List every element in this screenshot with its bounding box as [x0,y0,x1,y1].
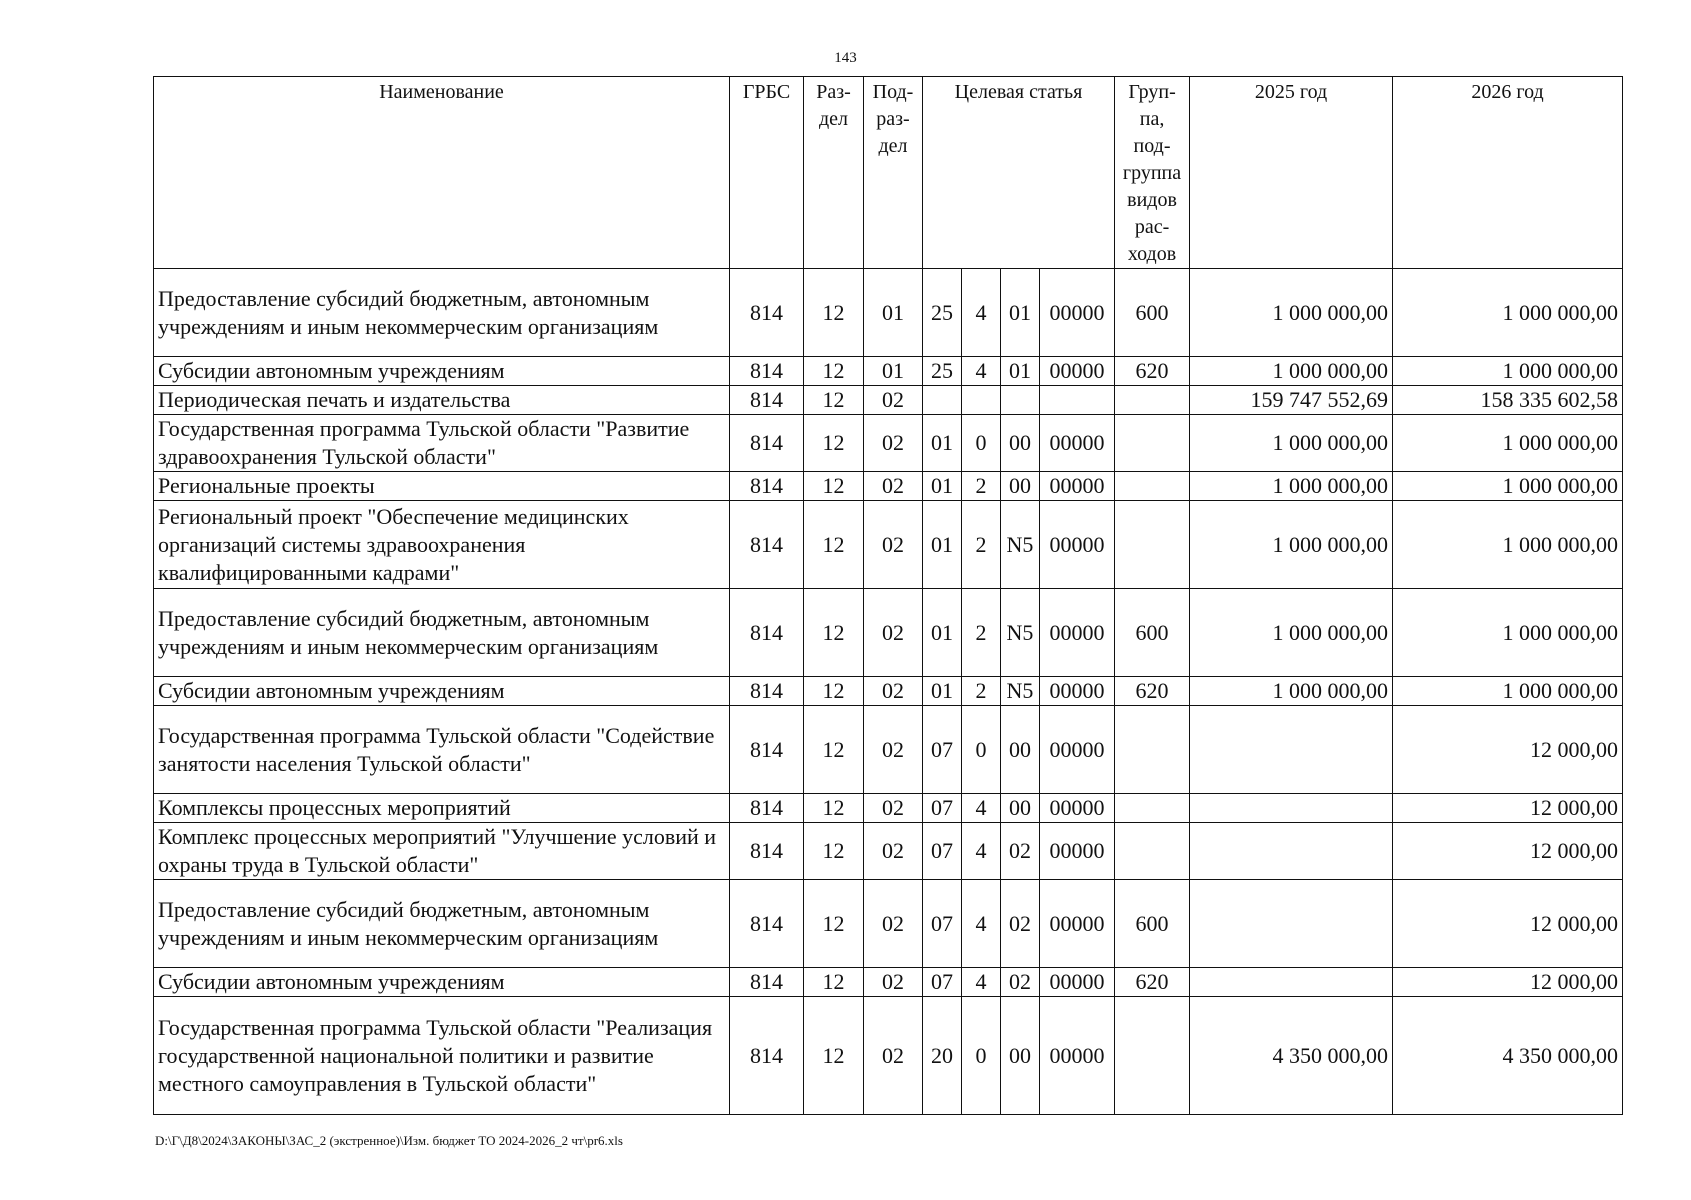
row-target-direction: 00000 [1040,415,1115,472]
row-amount-2026: 12 000,00 [1393,794,1623,823]
row-target-element: 02 [1001,823,1040,880]
row-target-direction: 00000 [1040,472,1115,501]
row-name: Субсидии автономным учреждениям [154,677,730,706]
row-razdel: 12 [804,997,864,1115]
row-target-element: 00 [1001,794,1040,823]
table-row [154,794,1623,823]
row-expense-group [1115,415,1190,472]
row-podrazdel: 02 [864,823,923,880]
row-expense-group [1115,823,1190,880]
row-expense-group: 620 [1115,677,1190,706]
table-row [154,677,1623,706]
row-amount-2025 [1190,794,1393,823]
row-target-direction: 00000 [1040,880,1115,968]
row-expense-group [1115,794,1190,823]
row-target-direction: 00000 [1040,677,1115,706]
row-amount-2025: 1 000 000,00 [1190,677,1393,706]
row-expense-group: 620 [1115,357,1190,386]
row-target-direction: 00000 [1040,968,1115,997]
row-target-program [923,386,962,415]
row-amount-2026: 12 000,00 [1393,706,1623,794]
row-razdel: 12 [804,472,864,501]
row-amount-2025: 1 000 000,00 [1190,357,1393,386]
row-podrazdel: 02 [864,386,923,415]
row-target-direction: 00000 [1040,706,1115,794]
row-razdel: 12 [804,357,864,386]
header-name: Наименование [154,77,730,269]
row-podrazdel: 02 [864,472,923,501]
budget-table [153,76,1623,1115]
row-amount-2026: 1 000 000,00 [1393,269,1623,357]
row-target-program: 01 [923,472,962,501]
table-row [154,269,1623,357]
row-name: Государственная программа Тульской области "Реализация государственной национальной политики и развитие местного самоуправления в Тульской области" [154,997,730,1115]
row-razdel: 12 [804,880,864,968]
header-podrazdel: Под- раз- дел [864,77,923,269]
header-2026: 2026 год [1393,77,1623,269]
row-amount-2025: 1 000 000,00 [1190,501,1393,589]
row-amount-2026: 1 000 000,00 [1393,589,1623,677]
row-target-element [1001,386,1040,415]
row-amount-2025: 159 747 552,69 [1190,386,1393,415]
row-name: Комплексы процессных мероприятий [154,794,730,823]
table-row [154,472,1623,501]
row-target-type: 0 [962,706,1001,794]
row-target-direction: 00000 [1040,997,1115,1115]
row-target-element: 00 [1001,997,1040,1115]
row-target-type: 4 [962,794,1001,823]
row-amount-2025 [1190,706,1393,794]
row-expense-group [1115,706,1190,794]
row-grbs: 814 [730,269,804,357]
row-target-type: 4 [962,823,1001,880]
row-podrazdel: 02 [864,677,923,706]
row-grbs: 814 [730,706,804,794]
table-row [154,823,1623,880]
row-name: Региональные проекты [154,472,730,501]
row-grbs: 814 [730,880,804,968]
row-name: Государственная программа Тульской области "Содействие занятости населения Тульской области" [154,706,730,794]
row-target-element: 00 [1001,415,1040,472]
row-target-type: 0 [962,997,1001,1115]
file-path-footer: D:\Г\Д8\2024\ЗАКОНЫ\ЗАС_2 (экстренное)\Изм. бюджет ТО 2024-2026_2 чт\pr6.xls [155,1133,623,1148]
table-row [154,501,1623,589]
row-target-program: 07 [923,968,962,997]
row-grbs: 814 [730,357,804,386]
row-podrazdel: 01 [864,357,923,386]
header-grbs: ГРБС [730,77,804,269]
header-razdel: Раз- дел [804,77,864,269]
row-target-element: 01 [1001,269,1040,357]
table-row [154,968,1623,997]
row-amount-2026: 1 000 000,00 [1393,357,1623,386]
row-podrazdel: 01 [864,269,923,357]
row-name: Субсидии автономным учреждениям [154,357,730,386]
row-target-program: 07 [923,823,962,880]
row-target-direction: 00000 [1040,589,1115,677]
row-podrazdel: 02 [864,794,923,823]
row-razdel: 12 [804,706,864,794]
table-row [154,880,1623,968]
header-2025: 2025 год [1190,77,1393,269]
row-target-element: N5 [1001,677,1040,706]
row-grbs: 814 [730,968,804,997]
row-amount-2026: 1 000 000,00 [1393,677,1623,706]
row-name: Субсидии автономным учреждениям [154,968,730,997]
row-amount-2025 [1190,968,1393,997]
row-target-program: 01 [923,589,962,677]
row-target-type: 2 [962,677,1001,706]
row-target-type: 4 [962,880,1001,968]
row-amount-2026: 1 000 000,00 [1393,415,1623,472]
row-grbs: 814 [730,589,804,677]
row-amount-2026: 12 000,00 [1393,968,1623,997]
row-amount-2025: 1 000 000,00 [1190,415,1393,472]
row-amount-2025 [1190,880,1393,968]
row-target-element: N5 [1001,501,1040,589]
row-amount-2026: 12 000,00 [1393,823,1623,880]
row-grbs: 814 [730,794,804,823]
row-grbs: 814 [730,472,804,501]
row-target-type: 2 [962,501,1001,589]
row-amount-2026: 4 350 000,00 [1393,997,1623,1115]
row-name: Региональный проект "Обеспечение медицинских организаций системы здравоохранения квалифицированными кадрами" [154,501,730,589]
row-target-type: 2 [962,589,1001,677]
row-expense-group [1115,501,1190,589]
table-row [154,706,1623,794]
row-podrazdel: 02 [864,415,923,472]
row-amount-2025: 1 000 000,00 [1190,269,1393,357]
table-row [154,589,1623,677]
row-amount-2025: 4 350 000,00 [1190,997,1393,1115]
row-podrazdel: 02 [864,501,923,589]
row-grbs: 814 [730,823,804,880]
row-target-direction: 00000 [1040,501,1115,589]
table-row [154,997,1623,1115]
page-number: 143 [834,50,857,66]
row-target-program: 07 [923,880,962,968]
row-razdel: 12 [804,677,864,706]
row-target-element: 00 [1001,472,1040,501]
row-podrazdel: 02 [864,589,923,677]
table-row [154,415,1623,472]
row-podrazdel: 02 [864,706,923,794]
row-grbs: 814 [730,386,804,415]
row-grbs: 814 [730,997,804,1115]
row-target-direction: 00000 [1040,823,1115,880]
row-expense-group: 600 [1115,269,1190,357]
row-amount-2026: 1 000 000,00 [1393,501,1623,589]
row-amount-2026: 158 335 602,58 [1393,386,1623,415]
row-target-element: 02 [1001,880,1040,968]
row-target-type: 2 [962,472,1001,501]
row-target-program: 07 [923,794,962,823]
row-grbs: 814 [730,501,804,589]
row-target-direction: 00000 [1040,794,1115,823]
row-expense-group: 620 [1115,968,1190,997]
row-target-direction: 00000 [1040,269,1115,357]
row-target-direction: 00000 [1040,357,1115,386]
row-razdel: 12 [804,501,864,589]
row-target-element: N5 [1001,589,1040,677]
row-amount-2026: 12 000,00 [1393,880,1623,968]
row-name: Периодическая печать и издательства [154,386,730,415]
row-razdel: 12 [804,386,864,415]
row-razdel: 12 [804,415,864,472]
row-target-program: 01 [923,677,962,706]
row-podrazdel: 02 [864,880,923,968]
row-razdel: 12 [804,823,864,880]
header-target-article: Целевая статья [923,77,1115,269]
row-grbs: 814 [730,677,804,706]
row-amount-2026: 1 000 000,00 [1393,472,1623,501]
table-header-row [154,77,1623,269]
header-expense-group: Груп- па, под- группа видов рас- ходов [1115,77,1190,269]
row-target-type: 4 [962,357,1001,386]
row-target-program: 20 [923,997,962,1115]
row-target-type: 4 [962,968,1001,997]
table-body [154,269,1623,1115]
table-row [154,357,1623,386]
row-target-program: 25 [923,269,962,357]
row-razdel: 12 [804,269,864,357]
row-target-program: 07 [923,706,962,794]
row-target-type: 4 [962,269,1001,357]
row-name: Комплекс процессных мероприятий "Улучшение условий и охраны труда в Тульской области" [154,823,730,880]
row-expense-group [1115,386,1190,415]
row-target-element: 01 [1001,357,1040,386]
row-expense-group: 600 [1115,589,1190,677]
row-expense-group: 600 [1115,880,1190,968]
table-row [154,386,1623,415]
row-target-program: 01 [923,501,962,589]
row-target-type [962,386,1001,415]
row-target-element: 00 [1001,706,1040,794]
row-razdel: 12 [804,794,864,823]
row-target-program: 25 [923,357,962,386]
row-target-element: 02 [1001,968,1040,997]
row-target-type: 0 [962,415,1001,472]
row-amount-2025: 1 000 000,00 [1190,589,1393,677]
row-name: Предоставление субсидий бюджетным, автономным учреждениям и иным некоммерческим организациям [154,880,730,968]
row-razdel: 12 [804,589,864,677]
row-razdel: 12 [804,968,864,997]
row-target-program: 01 [923,415,962,472]
row-amount-2025: 1 000 000,00 [1190,472,1393,501]
row-podrazdel: 02 [864,997,923,1115]
row-podrazdel: 02 [864,968,923,997]
row-amount-2025 [1190,823,1393,880]
row-name: Предоставление субсидий бюджетным, автономным учреждениям и иным некоммерческим организациям [154,589,730,677]
row-expense-group [1115,997,1190,1115]
row-name: Государственная программа Тульской области "Развитие здравоохранения Тульской области" [154,415,730,472]
row-target-direction [1040,386,1115,415]
row-expense-group [1115,472,1190,501]
row-name: Предоставление субсидий бюджетным, автономным учреждениям и иным некоммерческим организациям [154,269,730,357]
row-grbs: 814 [730,415,804,472]
